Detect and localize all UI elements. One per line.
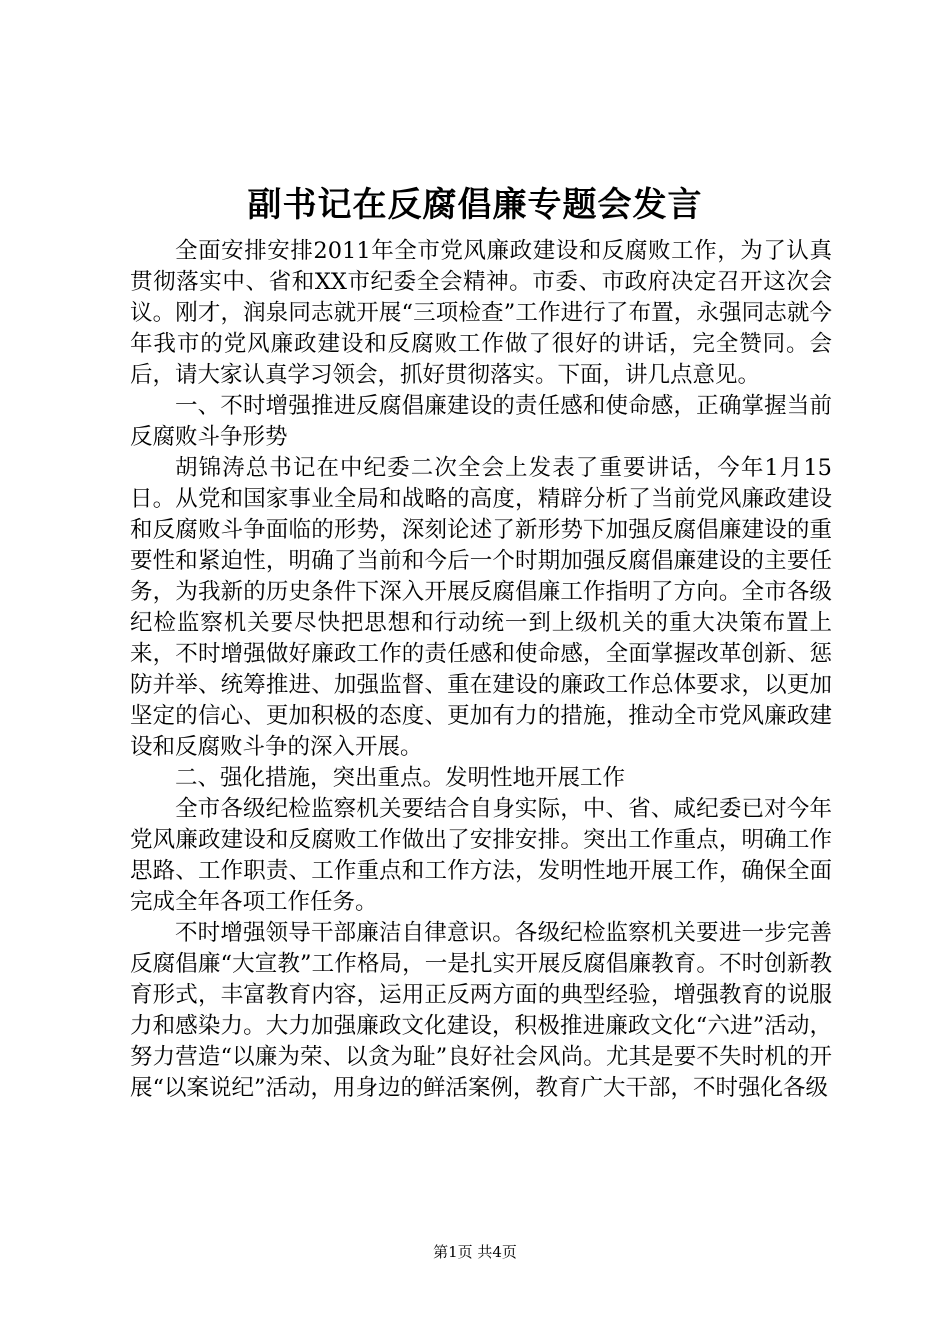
section-heading-1: 一、不时增强推进反腐倡廉建设的责任感和使命感，正确掌握当前反腐败斗争形势 [130,393,832,450]
paragraph-intro: 全面安排安排2011年全市党风廉政建设和反腐败工作，为了认真贯彻落实中、省和XX市纪委全会精神。市委、市政府决定召开这次会议。刚才，润泉同志就开展“三项检查”工作进行了布置，永强同志就今年我市的党风廉政建设和反腐败工作做了很好的讲话，完全赞同。会后，请大家认真学习领会，抓好贯彻落实。下面，讲几点意见。 [130,238,832,388]
paragraph-section-1: 胡锦涛总书记在中纪委二次全会上发表了重要讲话，今年1月15日。从党和国家事业全局和战略的高度，精辟分析了当前党风廉政建设和反腐败斗争面临的形势，深刻论述了新形势下加强反腐倡廉建设的重要性和紧迫性，明确了当前和今后一个时期加强反腐倡廉建设的主要任务，为我新的历史条件下深入开展反腐倡廉工作指明了方向。全市各级纪检监察机关要尽快把思想和行动统一到上级机关的重大决策布置上来，不时增强做好廉政工作的责任感和使命感，全面掌握改革创新、惩防并举、统筹推进、加强监督、重在建设的廉政工作总体要求，以更加坚定的信心、更加积极的态度、更加有力的措施，推动全市党风廉政建设和反腐败斗争的深入开展。 [130,455,832,760]
page-number-footer: 第1页 共4页 [433,1243,517,1261]
document-title: 副书记在反腐倡廉专题会发言 [247,185,703,225]
paragraph-self-discipline: 不时增强领导干部廉洁自律意识。各级纪检监察机关要进一步完善反腐倡廉“大宣教”工作格局，一是扎实开展反腐倡廉教育。不时创新教育形式，丰富教育内容，运用正反两方面的典型经验，增强教育的说服力和感染力。大力加强廉政文化建设，积极推进廉政文化“六进”活动，努力营造“以廉为荣、以贪为耻”良好社会风尚。尤其是要不失时机的开展“以案说纪”活动，用身边的鲜活案例，教育广大干部，不时强化各级 [130,920,832,1101]
paragraph-section-2: 全市各级纪检监察机关要结合自身实际，中、省、咸纪委已对今年党风廉政建设和反腐败工作做出了安排安排。突出工作重点，明确工作思路、工作职责、工作重点和工作方法，发明性地开展工作，确保全面完成全年各项工作任务。 [130,796,832,915]
document-body [130,236,832,1104]
section-heading-2: 二、强化措施，突出重点。发明性地开展工作 [175,765,626,791]
